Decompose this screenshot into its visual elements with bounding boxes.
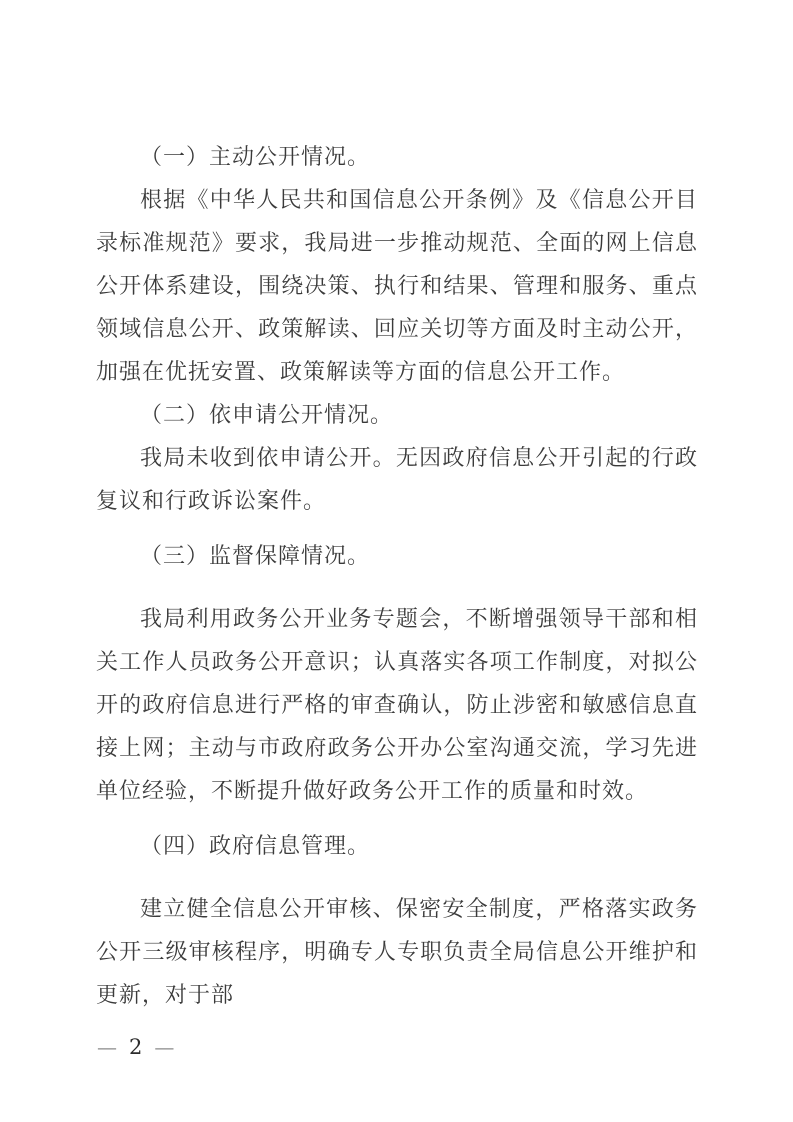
section-heading-2: （二）依申请公开情况。 bbox=[140, 403, 394, 428]
section-heading-3: （三）监督保障情况。 bbox=[140, 544, 371, 569]
section-proactive-disclosure bbox=[96, 136, 698, 394]
footer-dash-right: — bbox=[154, 1035, 175, 1059]
section-supervision-safeguards bbox=[96, 535, 698, 813]
section-heading-1: （一）主动公开情况。 bbox=[140, 145, 371, 170]
section-paragraph-4: 建立健全信息公开审核、保密安全制度，严格落实政务公开三级审核程序，明确专人专职负责全局信息公开维护和更新，对于部 bbox=[96, 897, 698, 1008]
footer-dash-left: — bbox=[97, 1035, 117, 1059]
section-paragraph-1: 根据《中华人民共和国信息公开条例》及《信息公开目录标准规范》要求，我局进一步推动规范、全面的网上信息公开体系建设，围绕决策、执行和结果、管理和服务、重点领域信息公开、政策解读、回应关切等方面及时主动公开，加强在优抚安置、政策解读等方面的信息公开工作。 bbox=[96, 188, 698, 385]
section-disclosure-upon-request bbox=[96, 394, 698, 523]
section-heading-4: （四）政府信息管理。 bbox=[140, 834, 371, 859]
page-number: 2 bbox=[129, 1035, 143, 1059]
section-paragraph-2: 我局未收到依申请公开。无因政府信息公开引起的行政复议和行政诉讼案件。 bbox=[96, 446, 698, 514]
section-government-info-management bbox=[96, 825, 698, 1017]
document-body bbox=[96, 136, 698, 1017]
section-paragraph-3: 我局利用政务公开业务专题会，不断增强领导干部和相关工作人员政务公开意识；认真落实各项工作制度，对拟公开的政府信息进行严格的审查确认，防止涉密和敏感信息直接上网；主动与市政府政务公开办公室沟通交流，学习先进单位经验，不断提升做好政务公开工作的质量和时效。 bbox=[96, 607, 698, 804]
page-footer bbox=[97, 1036, 174, 1058]
